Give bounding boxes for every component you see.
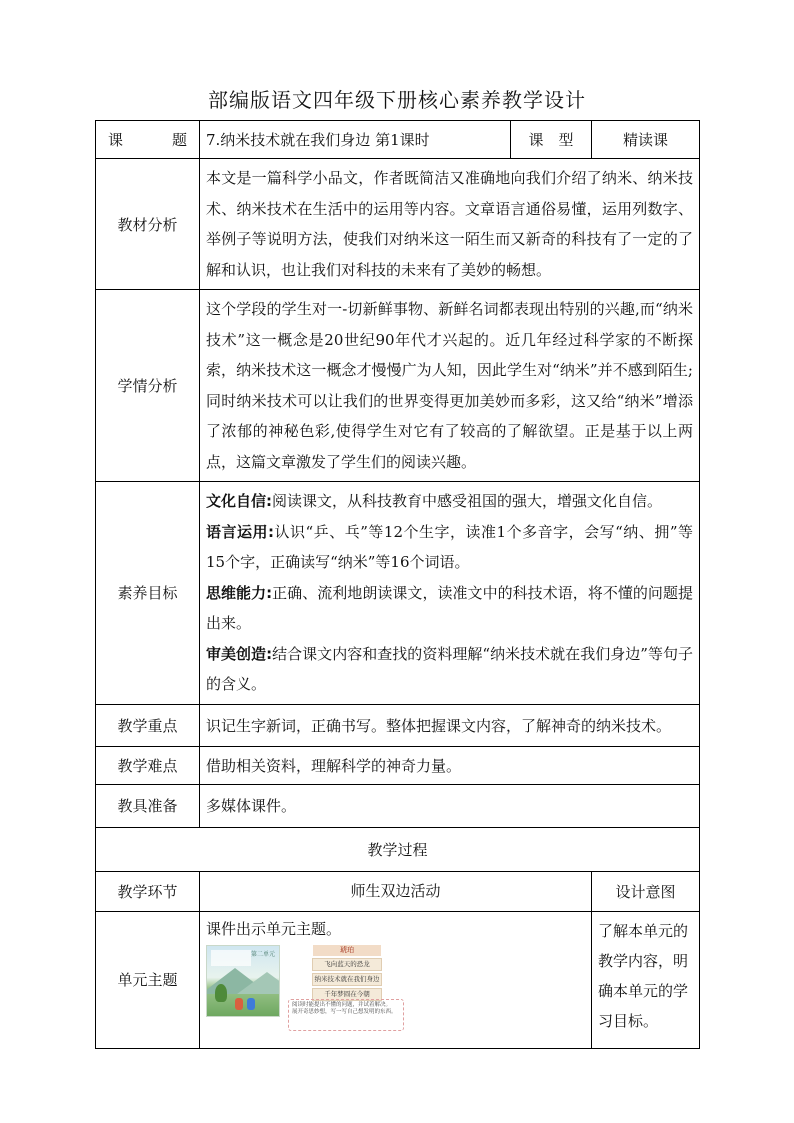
unit-intent: 了解本单元的教学内容，明确本单元的学习目标。 (592, 911, 700, 1048)
tools-label: 教具准备 (96, 784, 200, 827)
header-row (96, 121, 700, 159)
type-value: 精读课 (592, 121, 700, 159)
goal-item: 文化自信:阅读课文，从科技教育中感受祖国的强大，增强文化自信。 (206, 492, 663, 510)
goals-row (96, 482, 700, 705)
unit-illustration (206, 945, 585, 1031)
goal-item: 思维能力:正确、流利地朗读课文，读准文中的科技术语，将不懂的问题提出来。 (206, 583, 693, 632)
focus-row (96, 704, 700, 746)
process-header-row (96, 871, 700, 911)
course-label-b: 题 (171, 131, 187, 149)
difficulty-label: 教学难点 (96, 746, 200, 784)
unit-contents-image (288, 945, 406, 1031)
students-text: 这个学段的学生对一-切新鲜事物、新鲜名词都表现出特别的兴趣,而“纳米技术”这一概念是20世纪90年代才兴起的。近几年经过科学家的不断探索，纳米技术这一概念才慢慢广为人知，因此学生对“纳米”并不感到陌生;同时纳米技术可以让我们的世界变得更加美妙而多彩，这又给“纳米”增添了浓郁的神秘色彩,使得学生对它有了较高的了解欲望。正是基于以上两点，这篇文章激发了学生们的阅读兴趣。 (200, 290, 700, 482)
toc-item: 飞向蓝天的恐龙 (312, 958, 382, 971)
col-activity: 师生双边活动 (200, 871, 592, 911)
page-title: 部编版语文四年级下册核心素养教学设计 (208, 88, 586, 112)
process-title-row (96, 827, 700, 871)
goal-item: 语言运用:认识“乒、乓”等12个生字，读准1个多音字，会写“纳、拥”等15个字，正确读写“纳米”等16个词语。 (206, 522, 694, 571)
material-label: 教材分析 (96, 159, 200, 290)
unit-activity (200, 911, 592, 1048)
course-title: 7.纳米技术就在我们身边 第1课时 (200, 121, 511, 159)
goals-content (200, 482, 700, 705)
toc-note: 阅读时能提出不懂的问题，并试着解决。 (292, 1001, 392, 1008)
col-intent: 设计意图 (592, 871, 700, 911)
course-label-cell (96, 121, 200, 159)
difficulty-row (96, 746, 700, 784)
toc-item: 纳米技术就在我们身边 (312, 973, 382, 986)
toc-item: 千年梦圆在今朝 (312, 988, 382, 1001)
focus-text: 识记生字新词，正确书写。整体把握课文内容，了解神奇的纳米技术。 (200, 704, 700, 746)
unit-label: 单元主题 (96, 911, 200, 1048)
unit-row (96, 911, 700, 1048)
toc-notes (288, 999, 404, 1031)
focus-label: 教学重点 (96, 704, 200, 746)
toc-note: 展开奇思妙想，写一写自己想发明的东西。 (292, 1009, 397, 1015)
goal-item: 审美创造:结合课文内容和查找的资料理解“纳米技术就在我们身边”等句子的含义。 (206, 644, 694, 693)
course-label-a: 课 (108, 131, 124, 149)
material-row (96, 159, 700, 290)
unit-cover-image (206, 945, 280, 1017)
toc-banner: 琥珀 (313, 945, 381, 956)
col-stage: 教学环节 (96, 871, 200, 911)
lesson-plan-table (95, 120, 700, 1049)
tools-row (96, 784, 700, 827)
process-title: 教学过程 (96, 827, 700, 871)
material-text: 本文是一篇科学小品文，作者既简洁又准确地向我们介绍了纳米、纳米技术、纳米技术在生活中的运用等内容。文章语言通俗易懂，运用列数字、举例子等说明方法，使我们对纳米这一陌生而又新奇的科技有了一定的了解和认识，也让我们对科技的未来有了美妙的畅想。 (200, 159, 700, 290)
students-row (96, 290, 700, 482)
students-label: 学情分析 (96, 290, 200, 482)
unit-activity-text: 课件出示单元主题。 (206, 919, 342, 938)
type-label: 课 型 (511, 121, 592, 159)
tools-text: 多媒体课件。 (200, 784, 700, 827)
poster-unit-label: 第二单元 (250, 950, 275, 958)
difficulty-text: 借助相关资料，理解科学的神奇力量。 (200, 746, 700, 784)
goals-label: 素养目标 (96, 482, 200, 705)
